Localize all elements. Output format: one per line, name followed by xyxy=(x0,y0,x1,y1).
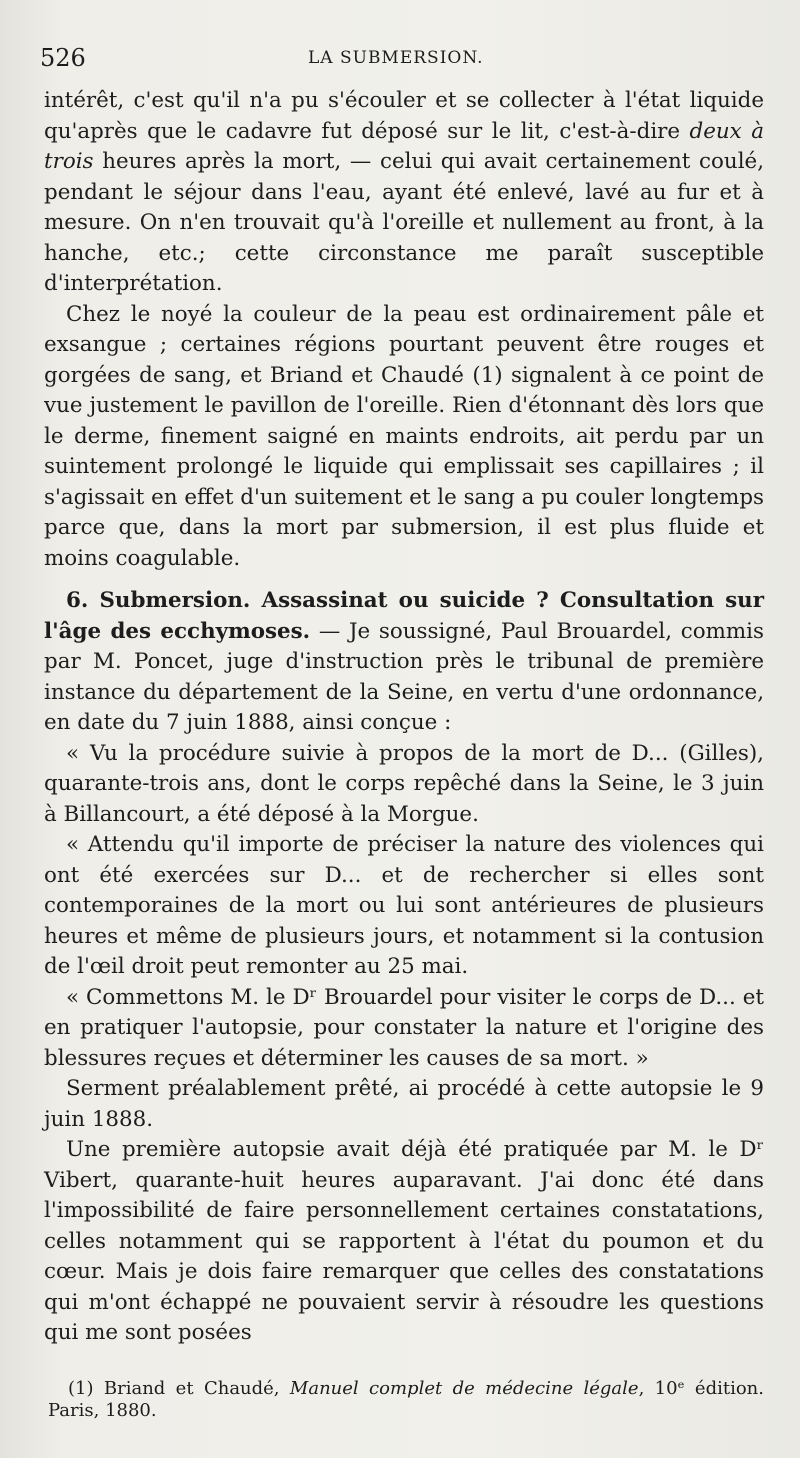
quote-paragraph: « Commettons M. le Dʳ Brouardel pour visiter le corps de D... et en pratiquer l'autopsie, pour constater la nature et l'origine des blessures reçues et déterminer les causes de sa mort. » xyxy=(44,984,764,1071)
body-text xyxy=(44,86,764,1349)
footnote xyxy=(48,1378,764,1422)
footnote-rest: , 10ᵉ édition. Paris, 1880. xyxy=(48,1378,764,1421)
paragraph-text: heures après la mort, — celui qui avait certainement coulé, pendant le séjour dans l'eau, ayant été enlevé, lavé au fur et à mesure. On n'en trouvait qu'à l'oreille et nullement au front, à la hanche, etc.; cette circonstance me paraît susceptible d'interprétation. xyxy=(44,149,764,296)
footnote-title: Manuel complet de médecine légale xyxy=(289,1378,639,1399)
page-number: 526 xyxy=(40,44,86,72)
emphasis-text: deux à trois xyxy=(44,118,764,174)
section-paragraph xyxy=(44,586,764,739)
paragraph-continuation xyxy=(44,86,764,300)
section-title: 6. Submersion. Assassinat ou suicide ? Consultation sur l'âge des ecchymoses. xyxy=(44,588,764,644)
page-header xyxy=(40,44,760,76)
running-head: LA SUBMERSION. xyxy=(308,48,484,68)
paragraph: Chez le noyé la couleur de la peau est ordinairement pâle et exsangue ; certaines régions pourtant peuvent être rouges et gorgées de sang, et Briand et Chaudé (1) signalent à ce point de vue justement le pavillon de l'oreille. Rien d'étonnant dès lors que le derme, finement saigné en maints endroits, ait perdu par un suintement prolongé le liquide qui emplissait ses capillaires ; il s'agissait en effet d'un suitement et le sang a pu couler longtemps parce que, dans la mort par submersion, il est plus fluide et moins coagulable. xyxy=(44,301,764,571)
paragraph-text: intérêt, c'est qu'il n'a pu s'écouler et se collecter à l'état liquide qu'après que le cadavre fut déposé sur le lit, c'est-à-dire xyxy=(44,88,764,144)
footnote-marker: (1) Briand et Chaudé, xyxy=(68,1378,290,1399)
quote-paragraph: « Vu la procédure suivie à propos de la mort de D... (Gilles), quarante-trois ans, dont le corps repêché dans la Seine, le 3 juin à Billancourt, a été déposé à la Morgue. xyxy=(44,740,764,827)
paragraph: Une première autopsie avait déjà été pratiquée par M. le Dʳ Vibert, quarante-huit heures auparavant. J'ai donc été dans l'impossibilité de faire personnellement certaines constatations, celles notamment qui se rapportent à l'état du poumon et du cœur. Mais je dois faire remarquer que celles des constatations qui m'ont échappé ne pouvaient servir à résoudre les questions qui me sont posées xyxy=(44,1137,764,1345)
paragraph-text: — Je soussigné, Paul Brouardel, commis par M. Poncet, juge d'instruction près le tribunal de première instance du département de la Seine, en vertu d'une ordonnance, en date du 7 juin 1888, ainsi conçue : xyxy=(44,618,764,735)
footnote-text xyxy=(48,1378,764,1422)
quote-paragraph: « Attendu qu'il importe de préciser la nature des violences qui ont été exercées sur D... et de rechercher si elles sont contemporaines de la mort ou lui sont antérieures de plusieurs heures et même de plusieurs jours, et notamment si la contusion de l'œil droit peut remonter au 25 mai. xyxy=(44,832,764,979)
paragraph: Serment préalablement prêté, ai procédé à cette autopsie le 9 juin 1888. xyxy=(44,1076,764,1132)
